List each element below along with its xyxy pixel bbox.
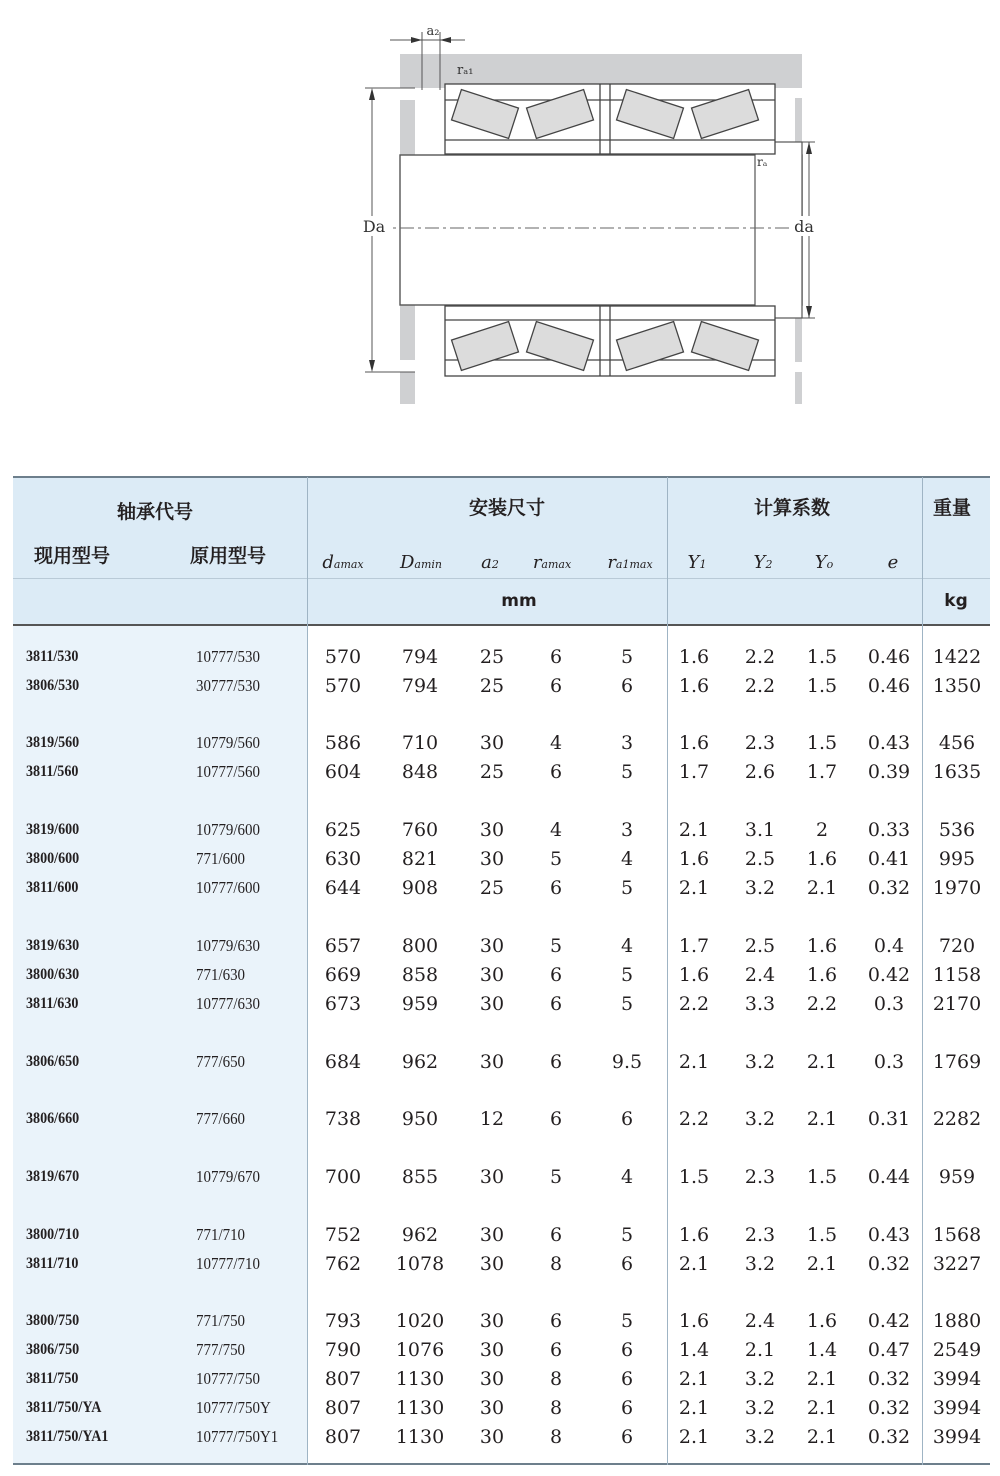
current-model-cell: 3819/600 — [26, 821, 80, 838]
original-model-cell: 777/660 — [196, 1109, 246, 1128]
Y1-cell: 1.6 — [678, 732, 710, 754]
current-model-cell: 3800/750 — [26, 1312, 80, 1329]
Y1-cell: 2.1 — [678, 819, 710, 841]
Y1-cell: 1.6 — [678, 964, 710, 986]
ra-max-cell: 4 — [549, 819, 563, 841]
Y0-cell: 1.5 — [806, 732, 838, 754]
current-model-cell: 3800/600 — [26, 850, 80, 867]
symbol-Y1: Y1 — [687, 552, 707, 573]
weight-cell: 1422 — [932, 646, 982, 668]
current-model-cell: 3811/560 — [26, 763, 79, 780]
weight-cell: 1568 — [932, 1224, 982, 1246]
current-model-cell: 3806/660 — [26, 1110, 80, 1127]
Da-min-cell: 908 — [401, 877, 439, 899]
header-current-model: 现用型号 — [34, 545, 111, 567]
ra-max-cell: 6 — [549, 993, 563, 1015]
Y0-cell: 1.6 — [806, 848, 838, 870]
symbol-ra-max: ramax — [532, 552, 572, 573]
table-row — [0, 1336, 1000, 1364]
ra1-max-cell: 6 — [620, 1426, 634, 1448]
e-cell: 0.32 — [867, 1368, 911, 1390]
weight-cell: 3994 — [932, 1426, 982, 1448]
original-model-cell: 10777/600 — [196, 878, 261, 897]
ra1-max-cell: 5 — [620, 761, 634, 783]
table-row — [0, 1423, 1000, 1451]
da-max-cell: 762 — [324, 1253, 362, 1275]
ra-max-cell: 6 — [549, 877, 563, 899]
Da-min-cell: 959 — [401, 993, 439, 1015]
table-row — [0, 1307, 1000, 1335]
current-model-cell: 3811/750/YA1 — [26, 1428, 109, 1445]
original-model-cell: 10777/560 — [196, 762, 261, 781]
ra-max-cell: 6 — [549, 1339, 563, 1361]
ra1-max-cell: 5 — [620, 646, 634, 668]
Y0-cell: 1.5 — [806, 1166, 838, 1188]
a2-cell: 12 — [479, 1108, 505, 1130]
Y1-cell: 2.1 — [678, 1253, 710, 1275]
current-model-cell: 3811/600 — [26, 879, 79, 896]
a2-cell: 25 — [479, 877, 505, 899]
Y1-cell: 2.1 — [678, 1051, 710, 1073]
Y0-cell: 1.5 — [806, 646, 838, 668]
da-max-cell: 752 — [324, 1224, 362, 1246]
Da-min-cell: 848 — [401, 761, 439, 783]
ra1-max-cell: 5 — [620, 1224, 634, 1246]
a2-cell: 30 — [479, 935, 505, 957]
symbol-a2: a2 — [481, 552, 499, 573]
Y1-cell: 1.6 — [678, 848, 710, 870]
weight-cell: 1350 — [932, 675, 982, 697]
table-row — [0, 643, 1000, 671]
table-row — [0, 729, 1000, 757]
ra1-label: rₐ₁ — [457, 63, 474, 78]
Da-min-cell: 1130 — [395, 1368, 445, 1390]
weight-cell: 720 — [938, 935, 976, 957]
symbol-da-max: damax — [322, 552, 364, 573]
Y1-cell: 1.6 — [678, 646, 710, 668]
Y2-cell: 2.3 — [744, 1166, 776, 1188]
da-max-cell: 657 — [324, 935, 362, 957]
da-label: da — [794, 217, 814, 236]
Y0-cell: 2.1 — [806, 1426, 838, 1448]
Y1-cell: 2.2 — [678, 1108, 710, 1130]
da-max-cell: 793 — [324, 1310, 362, 1332]
header-original-model: 原用型号 — [190, 545, 267, 567]
Y0-cell: 2.1 — [806, 1368, 838, 1390]
e-cell: 0.32 — [867, 1253, 911, 1275]
Y0-cell: 2 — [815, 819, 829, 841]
ra1-max-cell: 6 — [620, 1253, 634, 1275]
e-cell: 0.39 — [867, 761, 911, 783]
e-cell: 0.3 — [873, 1051, 905, 1073]
current-model-cell: 3800/710 — [26, 1226, 80, 1243]
ra1-max-cell: 4 — [620, 848, 634, 870]
e-cell: 0.33 — [867, 819, 911, 841]
weight-cell: 2282 — [932, 1108, 982, 1130]
da-max-cell: 570 — [324, 646, 362, 668]
original-model-cell: 10779/600 — [196, 820, 261, 839]
ra1-max-cell: 9.5 — [611, 1051, 643, 1073]
Y0-cell: 1.4 — [806, 1339, 838, 1361]
e-cell: 0.46 — [867, 646, 911, 668]
Y0-cell: 1.5 — [806, 675, 838, 697]
bearing-bottom-section — [445, 306, 775, 376]
weight-cell: 3227 — [932, 1253, 982, 1275]
ra-max-cell: 6 — [549, 761, 563, 783]
original-model-cell: 771/630 — [196, 965, 246, 984]
original-model-cell: 30777/530 — [196, 676, 261, 695]
Y0-cell: 1.6 — [806, 964, 838, 986]
weight-cell: 1158 — [932, 964, 982, 986]
original-model-cell: 10779/560 — [196, 733, 261, 752]
Y2-cell: 3.2 — [744, 1368, 776, 1390]
symbol-ra1-max: ra1max — [607, 552, 653, 573]
da-max-cell: 625 — [324, 819, 362, 841]
ra1-max-cell: 4 — [620, 935, 634, 957]
Y2-cell: 2.4 — [744, 1310, 776, 1332]
da-max-cell: 684 — [324, 1051, 362, 1073]
ra1-max-cell: 6 — [620, 1368, 634, 1390]
Y1-cell: 1.4 — [678, 1339, 710, 1361]
Y2-cell: 2.5 — [744, 848, 776, 870]
ra-max-cell: 6 — [549, 646, 563, 668]
e-cell: 0.31 — [867, 1108, 911, 1130]
Y2-cell: 3.2 — [744, 1051, 776, 1073]
Y1-cell: 1.6 — [678, 675, 710, 697]
weight-cell: 1635 — [932, 761, 982, 783]
ra-max-cell: 6 — [549, 1310, 563, 1332]
e-cell: 0.4 — [873, 935, 905, 957]
weight-cell: 995 — [938, 848, 976, 870]
ra-max-cell: 6 — [549, 1108, 563, 1130]
a2-cell: 30 — [479, 1166, 505, 1188]
ra-max-cell: 6 — [549, 964, 563, 986]
table-row — [0, 874, 1000, 902]
Y2-cell: 3.3 — [744, 993, 776, 1015]
original-model-cell: 10779/670 — [196, 1167, 261, 1186]
Y2-cell: 2.3 — [744, 1224, 776, 1246]
ra-max-cell: 6 — [549, 1051, 563, 1073]
a2-cell: 30 — [479, 1426, 505, 1448]
a2-cell: 30 — [479, 1397, 505, 1419]
e-cell: 0.42 — [867, 964, 911, 986]
ra-max-cell: 8 — [549, 1426, 563, 1448]
a2-cell: 30 — [479, 964, 505, 986]
weight-cell: 1769 — [932, 1051, 982, 1073]
header-mounting-dims: 安装尺寸 — [469, 497, 546, 519]
current-model-cell: 3811/750/YA — [26, 1399, 102, 1416]
table-row — [0, 1105, 1000, 1133]
Y0-cell: 1.6 — [806, 935, 838, 957]
Da-min-cell: 1020 — [395, 1310, 445, 1332]
Da-min-cell: 1130 — [395, 1397, 445, 1419]
Y2-cell: 3.2 — [744, 877, 776, 899]
a2-cell: 30 — [479, 1051, 505, 1073]
original-model-cell: 777/750 — [196, 1340, 246, 1359]
da-max-cell: 700 — [324, 1166, 362, 1188]
Y1-cell: 1.5 — [678, 1166, 710, 1188]
weight-cell: 3994 — [932, 1397, 982, 1419]
weight-cell: 3994 — [932, 1368, 982, 1390]
original-model-cell: 10777/710 — [196, 1254, 261, 1273]
e-cell: 0.3 — [873, 993, 905, 1015]
ra1-max-cell: 4 — [620, 1166, 634, 1188]
Da-min-cell: 1078 — [395, 1253, 445, 1275]
e-cell: 0.46 — [867, 675, 911, 697]
da-max-cell: 586 — [324, 732, 362, 754]
da-max-cell: 669 — [324, 964, 362, 986]
Y2-cell: 3.2 — [744, 1108, 776, 1130]
Y1-cell: 2.1 — [678, 877, 710, 899]
current-model-cell: 3800/630 — [26, 966, 80, 983]
Da-min-cell: 821 — [401, 848, 439, 870]
Y0-cell: 1.5 — [806, 1224, 838, 1246]
header-calc-factors: 计算系数 — [754, 497, 831, 519]
symbol-e: e — [887, 552, 899, 573]
weight-cell: 2170 — [932, 993, 982, 1015]
da-max-cell: 570 — [324, 675, 362, 697]
a2-cell: 30 — [479, 1339, 505, 1361]
ra-max-cell: 5 — [549, 1166, 563, 1188]
Da-min-cell: 962 — [401, 1051, 439, 1073]
da-max-cell: 807 — [324, 1368, 362, 1390]
unit-mm: mm — [501, 591, 537, 611]
da-max-cell: 790 — [324, 1339, 362, 1361]
header-bottom-rule — [13, 624, 990, 626]
table-row — [0, 1394, 1000, 1422]
header-divider — [13, 578, 990, 579]
e-cell: 0.44 — [867, 1166, 911, 1188]
Y2-cell: 2.3 — [744, 732, 776, 754]
Y1-cell: 2.1 — [678, 1397, 710, 1419]
symbol-Da-min: Damin — [399, 552, 443, 573]
current-model-cell: 3806/750 — [26, 1341, 80, 1358]
Da-min-cell: 794 — [401, 675, 439, 697]
table-row — [0, 990, 1000, 1018]
da-max-cell: 630 — [324, 848, 362, 870]
current-model-cell: 3811/750 — [26, 1370, 79, 1387]
e-cell: 0.32 — [867, 1426, 911, 1448]
Y1-cell: 2.1 — [678, 1426, 710, 1448]
current-model-cell: 3806/650 — [26, 1053, 80, 1070]
Y0-cell: 1.6 — [806, 1310, 838, 1332]
weight-cell: 536 — [938, 819, 976, 841]
e-cell: 0.41 — [867, 848, 911, 870]
weight-cell: 456 — [938, 732, 976, 754]
e-cell: 0.43 — [867, 732, 911, 754]
table-row — [0, 1250, 1000, 1278]
a2-cell: 30 — [479, 1368, 505, 1390]
Da-min-cell: 800 — [401, 935, 439, 957]
a2-cell: 30 — [479, 1224, 505, 1246]
e-cell: 0.32 — [867, 1397, 911, 1419]
Y0-cell: 2.1 — [806, 1253, 838, 1275]
bearing-mounting-drawing — [355, 20, 815, 412]
current-model-cell: 3819/670 — [26, 1168, 80, 1185]
ra1-max-cell: 3 — [620, 732, 634, 754]
Da-label: Da — [362, 217, 386, 236]
ra1-max-cell: 5 — [620, 1310, 634, 1332]
e-cell: 0.43 — [867, 1224, 911, 1246]
Da-min-cell: 858 — [401, 964, 439, 986]
Da-min-cell: 1130 — [395, 1426, 445, 1448]
a2-cell: 25 — [479, 675, 505, 697]
original-model-cell: 10777/750Y1 — [196, 1427, 279, 1446]
da-max-cell: 807 — [324, 1426, 362, 1448]
ra1-max-cell: 5 — [620, 993, 634, 1015]
a2-cell: 30 — [479, 819, 505, 841]
unit-kg: kg — [944, 591, 968, 611]
current-model-cell: 3811/530 — [26, 648, 79, 665]
e-cell: 0.47 — [867, 1339, 911, 1361]
table-row — [0, 672, 1000, 700]
current-model-cell: 3819/630 — [26, 937, 80, 954]
header-weight: 重量 — [933, 497, 972, 519]
Y2-cell: 3.2 — [744, 1397, 776, 1419]
Y0-cell: 2.2 — [806, 993, 838, 1015]
current-model-cell: 3811/630 — [26, 995, 79, 1012]
e-cell: 0.42 — [867, 1310, 911, 1332]
current-model-cell: 3819/560 — [26, 734, 80, 751]
table-row — [0, 758, 1000, 786]
original-model-cell: 10779/630 — [196, 936, 261, 955]
original-model-cell: 10777/630 — [196, 994, 261, 1013]
table-row — [0, 1221, 1000, 1249]
Y2-cell: 2.4 — [744, 964, 776, 986]
Y2-cell: 2.6 — [744, 761, 776, 783]
Y1-cell: 2.2 — [678, 993, 710, 1015]
current-model-cell: 3811/710 — [26, 1255, 79, 1272]
weight-cell: 1880 — [932, 1310, 982, 1332]
ra-max-cell: 8 — [549, 1253, 563, 1275]
Da-min-cell: 950 — [401, 1108, 439, 1130]
Da-min-cell: 760 — [401, 819, 439, 841]
a2-cell: 30 — [479, 1253, 505, 1275]
Y2-cell: 3.2 — [744, 1253, 776, 1275]
Da-min-cell: 962 — [401, 1224, 439, 1246]
Da-min-cell: 1076 — [395, 1339, 445, 1361]
Y2-cell: 3.1 — [744, 819, 776, 841]
ra1-max-cell: 6 — [620, 1339, 634, 1361]
ra-max-cell: 6 — [549, 1224, 563, 1246]
table-row — [0, 961, 1000, 989]
Y0-cell: 2.1 — [806, 1051, 838, 1073]
original-model-cell: 10777/750Y — [196, 1398, 271, 1417]
original-model-cell: 10777/530 — [196, 647, 261, 666]
symbol-Y2: Y2 — [753, 552, 773, 573]
ra-max-cell: 8 — [549, 1368, 563, 1390]
ra-label: rₐ — [757, 155, 768, 169]
ra-max-cell: 8 — [549, 1397, 563, 1419]
Y0-cell: 2.1 — [806, 1397, 838, 1419]
weight-cell: 1970 — [932, 877, 982, 899]
table-row — [0, 932, 1000, 960]
Y2-cell: 2.2 — [744, 646, 776, 668]
table-row — [0, 1163, 1000, 1191]
Y2-cell: 3.2 — [744, 1426, 776, 1448]
da-max-cell: 644 — [324, 877, 362, 899]
da-max-cell: 807 — [324, 1397, 362, 1419]
a2-cell: 30 — [479, 993, 505, 1015]
Y1-cell: 1.7 — [678, 761, 710, 783]
header-bearing-code: 轴承代号 — [117, 501, 194, 523]
Y1-cell: 1.6 — [678, 1224, 710, 1246]
ra1-max-cell: 6 — [620, 675, 634, 697]
original-model-cell: 771/600 — [196, 849, 246, 868]
table-row — [0, 816, 1000, 844]
da-max-cell: 604 — [324, 761, 362, 783]
a2-cell: 25 — [479, 761, 505, 783]
Y2-cell: 2.5 — [744, 935, 776, 957]
a2-cell: 30 — [479, 1310, 505, 1332]
Da-min-cell: 794 — [401, 646, 439, 668]
e-cell: 0.32 — [867, 877, 911, 899]
table-bottom-rule — [13, 1463, 990, 1465]
Y2-cell: 2.2 — [744, 675, 776, 697]
a2-label: a₂ — [426, 24, 440, 39]
original-model-cell: 771/750 — [196, 1311, 246, 1330]
ra-max-cell: 5 — [549, 848, 563, 870]
da-max-cell: 673 — [324, 993, 362, 1015]
Y1-cell: 1.6 — [678, 1310, 710, 1332]
Y2-cell: 2.1 — [744, 1339, 776, 1361]
ra-max-cell: 6 — [549, 675, 563, 697]
ra1-max-cell: 5 — [620, 877, 634, 899]
Da-min-cell: 710 — [401, 732, 439, 754]
weight-cell: 2549 — [932, 1339, 982, 1361]
da-max-cell: 738 — [324, 1108, 362, 1130]
current-model-cell: 3806/530 — [26, 677, 80, 694]
bearing-top-section — [445, 84, 775, 154]
original-model-cell: 777/650 — [196, 1052, 246, 1071]
ra1-max-cell: 6 — [620, 1108, 634, 1130]
Y1-cell: 2.1 — [678, 1368, 710, 1390]
a2-cell: 30 — [479, 848, 505, 870]
ra1-max-cell: 5 — [620, 964, 634, 986]
table-row — [0, 1048, 1000, 1076]
Y0-cell: 2.1 — [806, 1108, 838, 1130]
weight-cell: 959 — [938, 1166, 976, 1188]
Y0-cell: 1.7 — [806, 761, 838, 783]
Y1-cell: 1.7 — [678, 935, 710, 957]
a2-cell: 30 — [479, 732, 505, 754]
original-model-cell: 10777/750 — [196, 1369, 261, 1388]
Da-min-cell: 855 — [401, 1166, 439, 1188]
table-row — [0, 1365, 1000, 1393]
a2-cell: 25 — [479, 646, 505, 668]
ra-max-cell: 5 — [549, 935, 563, 957]
original-model-cell: 771/710 — [196, 1225, 246, 1244]
ra1-max-cell: 6 — [620, 1397, 634, 1419]
table-top-rule — [13, 476, 990, 478]
Y0-cell: 2.1 — [806, 877, 838, 899]
ra-max-cell: 4 — [549, 732, 563, 754]
ra1-max-cell: 3 — [620, 819, 634, 841]
symbol-Y0: Yo — [814, 552, 834, 573]
table-row — [0, 845, 1000, 873]
shaft — [400, 155, 802, 305]
